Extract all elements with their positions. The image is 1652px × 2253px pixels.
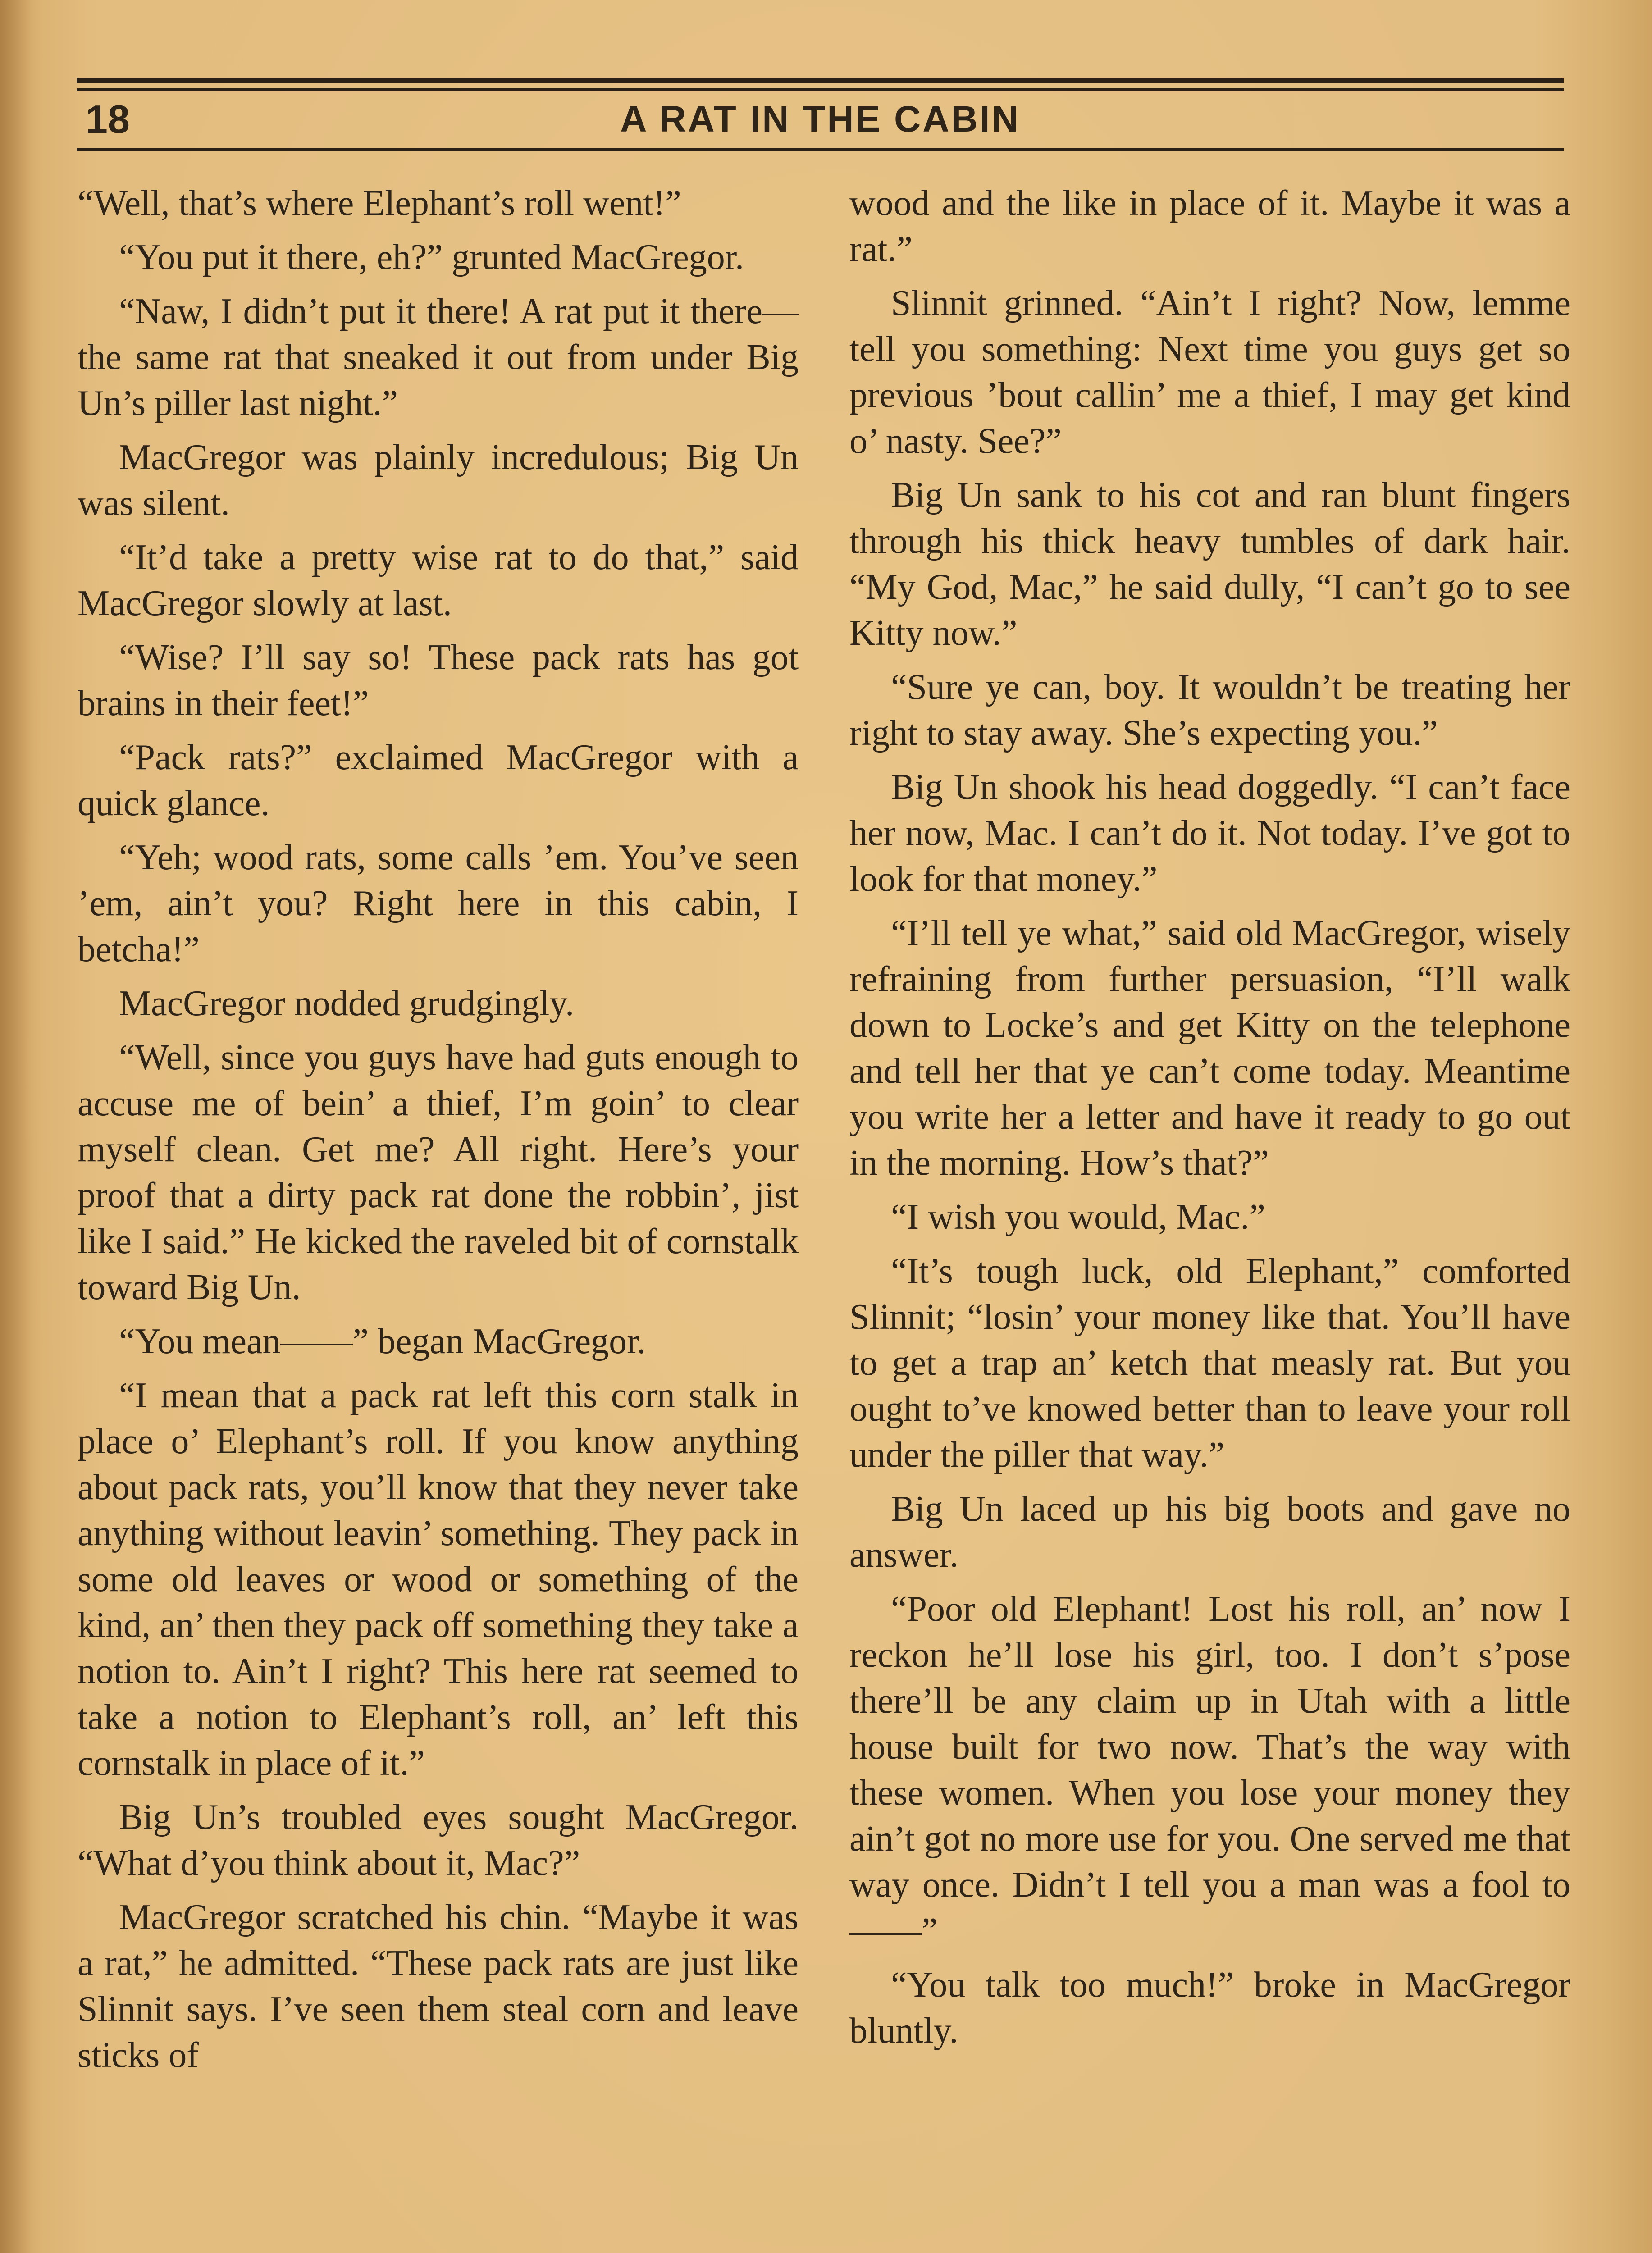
paragraph: “Sure ye can, boy. It wouldn’t be treating her right to stay away. She’s expecting you.” — [849, 667, 1570, 753]
paragraph-continuation: wood and the like in place of it. Maybe it was a rat.” — [849, 183, 1570, 269]
paragraph: Big Un shook his head doggedly. “I can’t face her now, Mac. I can’t do it. Not today. I’ve got to look for that money.” — [849, 767, 1570, 899]
header-rule-thin — [77, 88, 1564, 91]
paragraph: “It’s tough luck, old Elephant,” comforted Slinnit; “losin’ your money like that. You’ll have to get a trap an’ ketch that measly rat. But you ought to’ve knowed better than to leave your roll under the piller that way.” — [849, 1251, 1570, 1475]
paragraph: MacGregor was plainly incredulous; Big Un was silent. — [78, 438, 799, 523]
paragraph: “I wish you would, Mac.” — [891, 1197, 1265, 1237]
paragraph: “You mean——” began MacGregor. — [119, 1322, 646, 1361]
paragraph: “Pack rats?” exclaimed MacGregor with a quick glance. — [78, 738, 799, 823]
paragraph: Big Un’s troubled eyes sought MacGregor. “What d’you think about it, Mac?” — [78, 1797, 799, 1883]
page-header — [77, 92, 1564, 146]
paragraph: “Well, since you guys have had guts enough to accuse me of bein’ a thief, I’m goin’ to clear myself clean. Get me? All right. Here’s your proof that a dirty pack rat done the robbin’, jist like I said.” He kicked the raveled bit of cornstalk toward Big Un. — [78, 1038, 799, 1307]
paragraph: “I mean that a pack rat left this corn stalk in place o’ Elephant’s roll. If you know anything about pack rats, you’ll know that they never take anything without leavin’ something. They pack in some old leaves or wood or something of the kind, an’ then they pack off something they take a notion to. Ain’t I right? This here rat seemed to take a notion to Elephant’s roll, an’ left this cornstalk in place of it.” — [78, 1376, 799, 1783]
paragraph: “Naw, I didn’t put it there! A rat put it there—the same rat that sneaked it out from under Big Un’s piller last night.” — [78, 292, 799, 423]
paragraph: “Wise? I’ll say so! These pack rats has got brains in their feet!” — [78, 638, 799, 723]
paragraph: Slinnit grinned. “Ain’t I right? Now, lemme tell you something: Next time you guys get so previous ’bout callin’ me a thief, I may get kind o’ nasty. See?” — [849, 283, 1570, 461]
left-column — [78, 180, 799, 2086]
paragraph: “Poor old Elephant! Lost his roll, an’ now I reckon he’ll lose his girl, too. I don’t s’pose there’ll be any claim up in Utah with a little house built for two now. That’s the way with these women. When you lose your money they ain’t got no more use for you. One served me that way once. Didn’t I tell you a man was a fool to——” — [849, 1589, 1570, 1951]
header-rule-thick — [77, 78, 1564, 83]
paragraph: MacGregor nodded grudgingly. — [119, 984, 575, 1023]
paragraph: “It’d take a pretty wise rat to do that,” said MacGregor slowly at last. — [78, 538, 799, 623]
running-title: A RAT IN THE CABIN — [620, 99, 1020, 140]
paragraph: Big Un sank to his cot and ran blunt fingers through his thick heavy tumbles of dark hair. “My God, Mac,” he said dully, “I can’t go to see Kitty now.” — [849, 475, 1570, 653]
paragraph: “I’ll tell ye what,” said old MacGregor, wisely refraining from further persuasion, “I’ll walk down to Locke’s and get Kitty on the telephone and tell her that ye can’t come today. Meantime you write her a letter and have it ready to go out in the morning. How’s that?” — [849, 913, 1570, 1183]
paragraph: Big Un laced up his big boots and gave no answer. — [849, 1489, 1570, 1575]
paragraph: “Yeh; wood rats, some calls ’em. You’ve seen ’em, ain’t you? Right here in this cabin, I betcha!” — [78, 838, 799, 969]
page-number: 18 — [86, 97, 130, 141]
right-column — [849, 180, 1570, 2062]
spine-shadow — [0, 0, 32, 2253]
paragraph: “You put it there, eh?” grunted MacGregor. — [119, 237, 744, 277]
header-underline-rule — [77, 148, 1564, 151]
paragraph: “You talk too much!” broke in MacGregor bluntly. — [849, 1965, 1570, 2051]
paragraph: MacGregor scratched his chin. “Maybe it was a rat,” he admitted. “These pack rats are just like Slinnit says. I’ve seen them steal corn and leave sticks of — [78, 1897, 799, 2075]
paragraph: “Well, that’s where Elephant’s roll went!” — [78, 183, 681, 223]
